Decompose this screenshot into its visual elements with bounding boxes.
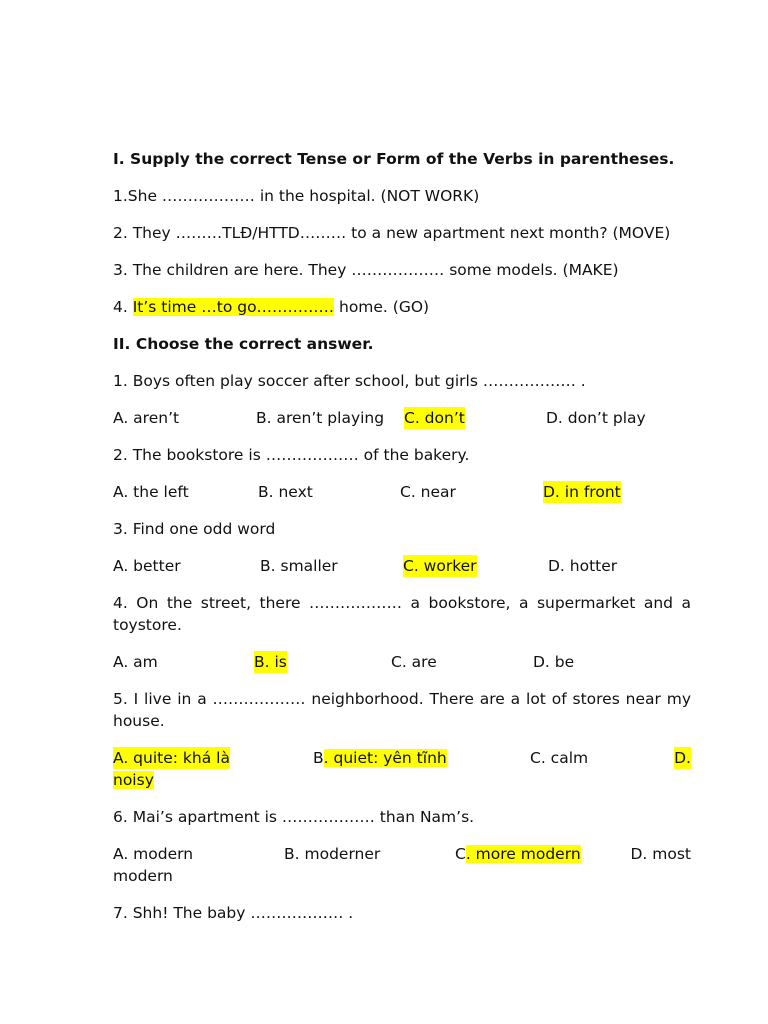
section2-heading: II. Choose the correct answer.: [113, 335, 374, 353]
q1-text: 1. Boys often play soccer after school, but girls ……………… .: [113, 372, 586, 390]
q5-option-d-highlight: D.: [674, 749, 691, 767]
q3-text: 3. Find one odd word: [113, 520, 276, 538]
q5-option-b-prefix: B: [313, 749, 324, 767]
q6-option-c-prefix: C: [455, 845, 466, 863]
q5-option-d-continued: [113, 769, 691, 791]
s1-item-3: 3. The children are here. They ……………… some models. (MAKE): [113, 261, 619, 279]
q3-option-c-highlight: C. worker: [403, 557, 477, 575]
q6-option-c-highlight: . more modern: [465, 845, 581, 863]
q6-text: 6. Mai’s apartment is ……………… than Nam’s.: [113, 808, 475, 826]
q5-option-a-highlight: A. quite: khá là: [113, 749, 230, 767]
q6-option-c: [455, 843, 581, 865]
q7-text: 7. Shh! The baby ……………… .: [113, 904, 354, 922]
q5-option-c: C. calm: [530, 749, 589, 767]
q4-text-line1: 4. On the street, there ……………… a bookstore, a supermarket and a: [113, 594, 691, 612]
q1-option-b: B. aren’t playing: [256, 409, 385, 427]
q1-option-a: A. aren’t: [113, 409, 180, 427]
section1-heading: I. Supply the correct Tense or Form of the Verbs in parentheses.: [113, 150, 675, 168]
q5-option-d-word: noisy: [113, 771, 154, 789]
q4-option-b-highlight: B. is: [254, 653, 287, 671]
q4-option-d: D. be: [533, 653, 575, 671]
s1-item-2: 2. They ………TLĐ/HTTD……… to a new apartment next month? (MOVE): [113, 224, 671, 242]
q5-text-line1: 5. I live in a ……………… neighborhood. There are a lot of stores near my: [113, 690, 691, 708]
q3-option-b: B. smaller: [260, 557, 338, 575]
q1-option-d: D. don’t play: [546, 409, 646, 427]
q6-option-d-continued: modern: [113, 867, 173, 885]
s1-item-1: 1.She ……………… in the hospital. (NOT WORK): [113, 187, 480, 205]
s1-item-4: [113, 296, 691, 318]
s1-item-4-rest: home. (GO): [334, 298, 430, 316]
q3-option-d: D. hotter: [548, 557, 618, 575]
q2-option-c: C. near: [400, 483, 456, 501]
s1-item-4-number: 4.: [113, 298, 133, 316]
q2-option-a: A. the left: [113, 483, 189, 501]
q3-option-a: A. better: [113, 557, 181, 575]
q6-option-b: B. moderner: [284, 845, 381, 863]
q6-option-a: A. modern: [113, 845, 194, 863]
q5-option-b-highlight: . quiet: yên tĩnh: [323, 749, 447, 767]
q5-text-line2: house.: [113, 712, 165, 730]
q2-option-d-highlight: D. in front: [543, 483, 621, 501]
q2-option-b: B. next: [258, 483, 313, 501]
q6-option-d: D. most: [630, 845, 691, 863]
q1-option-c-highlight: C. don’t: [404, 409, 465, 427]
q4-option-a: A. am: [113, 653, 158, 671]
s1-item-4-answer-highlight: It’s time …to go……………: [132, 298, 335, 316]
q2-text: 2. The bookstore is ……………… of the bakery.: [113, 446, 470, 464]
q4-text-line2: toystore.: [113, 616, 182, 634]
q4-option-c: C. are: [391, 653, 437, 671]
q5-option-b: [313, 747, 447, 769]
